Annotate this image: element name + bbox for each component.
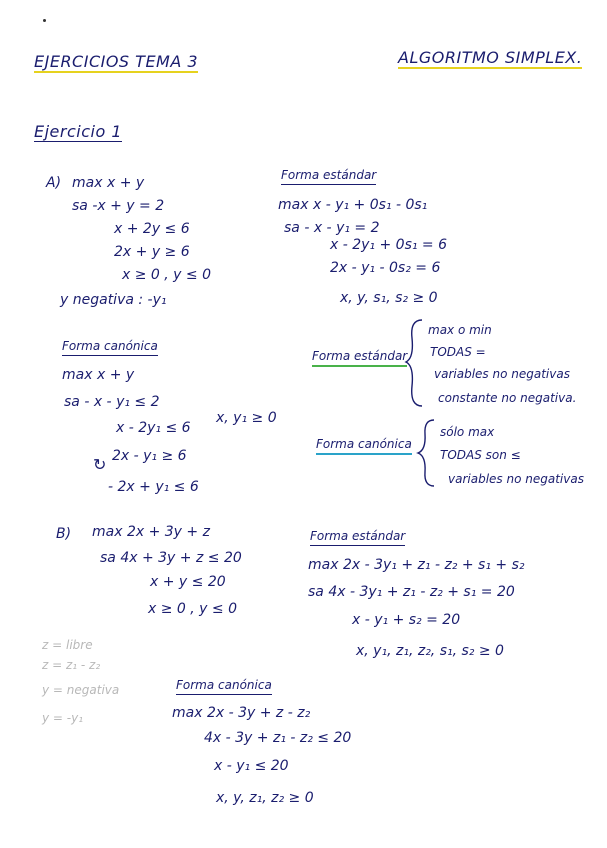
part-a-line: 2x + y ≥ 6: [114, 244, 190, 260]
definition-estandar-item: max o min: [428, 323, 492, 337]
part-b-line: sa 4x + 3y + z ≤ 20: [100, 550, 242, 566]
definition-estandar-item: variables no negativas: [434, 367, 570, 381]
part-a-line: max x + y: [72, 175, 145, 191]
exercise-title: Ejercicio 1: [34, 122, 123, 141]
part-b-label: B): [56, 526, 72, 542]
definition-canonica-item: sólo max: [440, 425, 495, 439]
part-b-note: y = -y₁: [42, 711, 84, 725]
definition-estandar-label: Forma estándar: [312, 348, 407, 367]
brace-icon: [404, 318, 428, 408]
part-b-canonica-line: x - y₁ ≤ 20: [214, 758, 289, 774]
part-b-canonica-line: x, y, z₁, z₂ ≥ 0: [216, 790, 314, 806]
part-b-estandar-title: Forma estándar: [310, 528, 405, 546]
part-b-note: y = negativa: [42, 683, 120, 697]
part-a-line: sa -x + y = 2: [72, 198, 165, 214]
part-a-estandar-line: x - 2y₁ + 0s₁ = 6: [330, 237, 448, 253]
part-a-canonica-line: x - 2y₁ ≤ 6: [116, 420, 191, 436]
part-a-note: y negativa : -y₁: [60, 292, 167, 308]
curved-arrow-icon: ↻: [93, 455, 107, 474]
part-a-canonica-line: - 2x + y₁ ≤ 6: [108, 479, 199, 495]
part-a-estandar-line: x, y, s₁, s₂ ≥ 0: [340, 290, 438, 306]
part-b-line: max 2x + 3y + z: [92, 524, 210, 540]
part-b-canonica-line: 4x - 3y + z₁ - z₂ ≤ 20: [204, 730, 352, 746]
definition-canonica-item: TODAS son ≤: [440, 448, 521, 462]
part-a-canonica-line: 2x - y₁ ≥ 6: [112, 448, 187, 464]
part-b-line: x + y ≤ 20: [150, 574, 226, 590]
part-a-estandar-line: max x - y₁ + 0s₁ - 0s₁: [278, 197, 428, 213]
header-title-left: EJERCICIOS TEMA 3: [34, 52, 199, 71]
part-a-canonica-line: max x + y: [62, 367, 135, 383]
part-a-estandar-line: 2x - y₁ - 0s₂ = 6: [330, 260, 441, 276]
part-a-canonica-line: sa - x - y₁ ≤ 2: [64, 394, 160, 410]
part-b-estandar-line: x - y₁ + s₂ = 20: [352, 612, 461, 628]
part-b-note: z = z₁ - z₂: [42, 658, 101, 672]
part-a-canonica-side: x, y₁ ≥ 0: [216, 410, 277, 426]
brace-icon: [416, 418, 440, 488]
part-b-estandar-line: x, y₁, z₁, z₂, s₁, s₂ ≥ 0: [356, 643, 504, 659]
definition-canonica-item: variables no negativas: [448, 472, 584, 486]
part-a-canonica-title: Forma canónica: [62, 338, 158, 356]
part-a-line: x + 2y ≤ 6: [114, 221, 190, 237]
part-a-line: x ≥ 0 , y ≤ 0: [122, 267, 211, 283]
part-b-line: x ≥ 0 , y ≤ 0: [148, 601, 237, 617]
definition-estandar-item: TODAS =: [430, 345, 486, 359]
part-b-note: z = libre: [42, 638, 93, 652]
part-b-canonica-line: max 2x - 3y + z - z₂: [172, 705, 311, 721]
ink-dot: [43, 19, 46, 22]
part-b-estandar-line: sa 4x - 3y₁ + z₁ - z₂ + s₁ = 20: [308, 584, 515, 600]
definition-canonica-label: Forma canónica: [316, 436, 412, 455]
definition-estandar-item: constante no negativa.: [438, 391, 577, 405]
header-title-right: ALGORITMO SIMPLEX.: [398, 48, 583, 67]
part-a-estandar-line: sa - x - y₁ = 2: [284, 220, 380, 236]
part-b-canonica-title: Forma canónica: [176, 677, 272, 695]
part-b-estandar-line: max 2x - 3y₁ + z₁ - z₂ + s₁ + s₂: [308, 557, 525, 573]
part-a-label: A): [46, 175, 62, 191]
part-a-estandar-title: Forma estándar: [281, 167, 376, 185]
